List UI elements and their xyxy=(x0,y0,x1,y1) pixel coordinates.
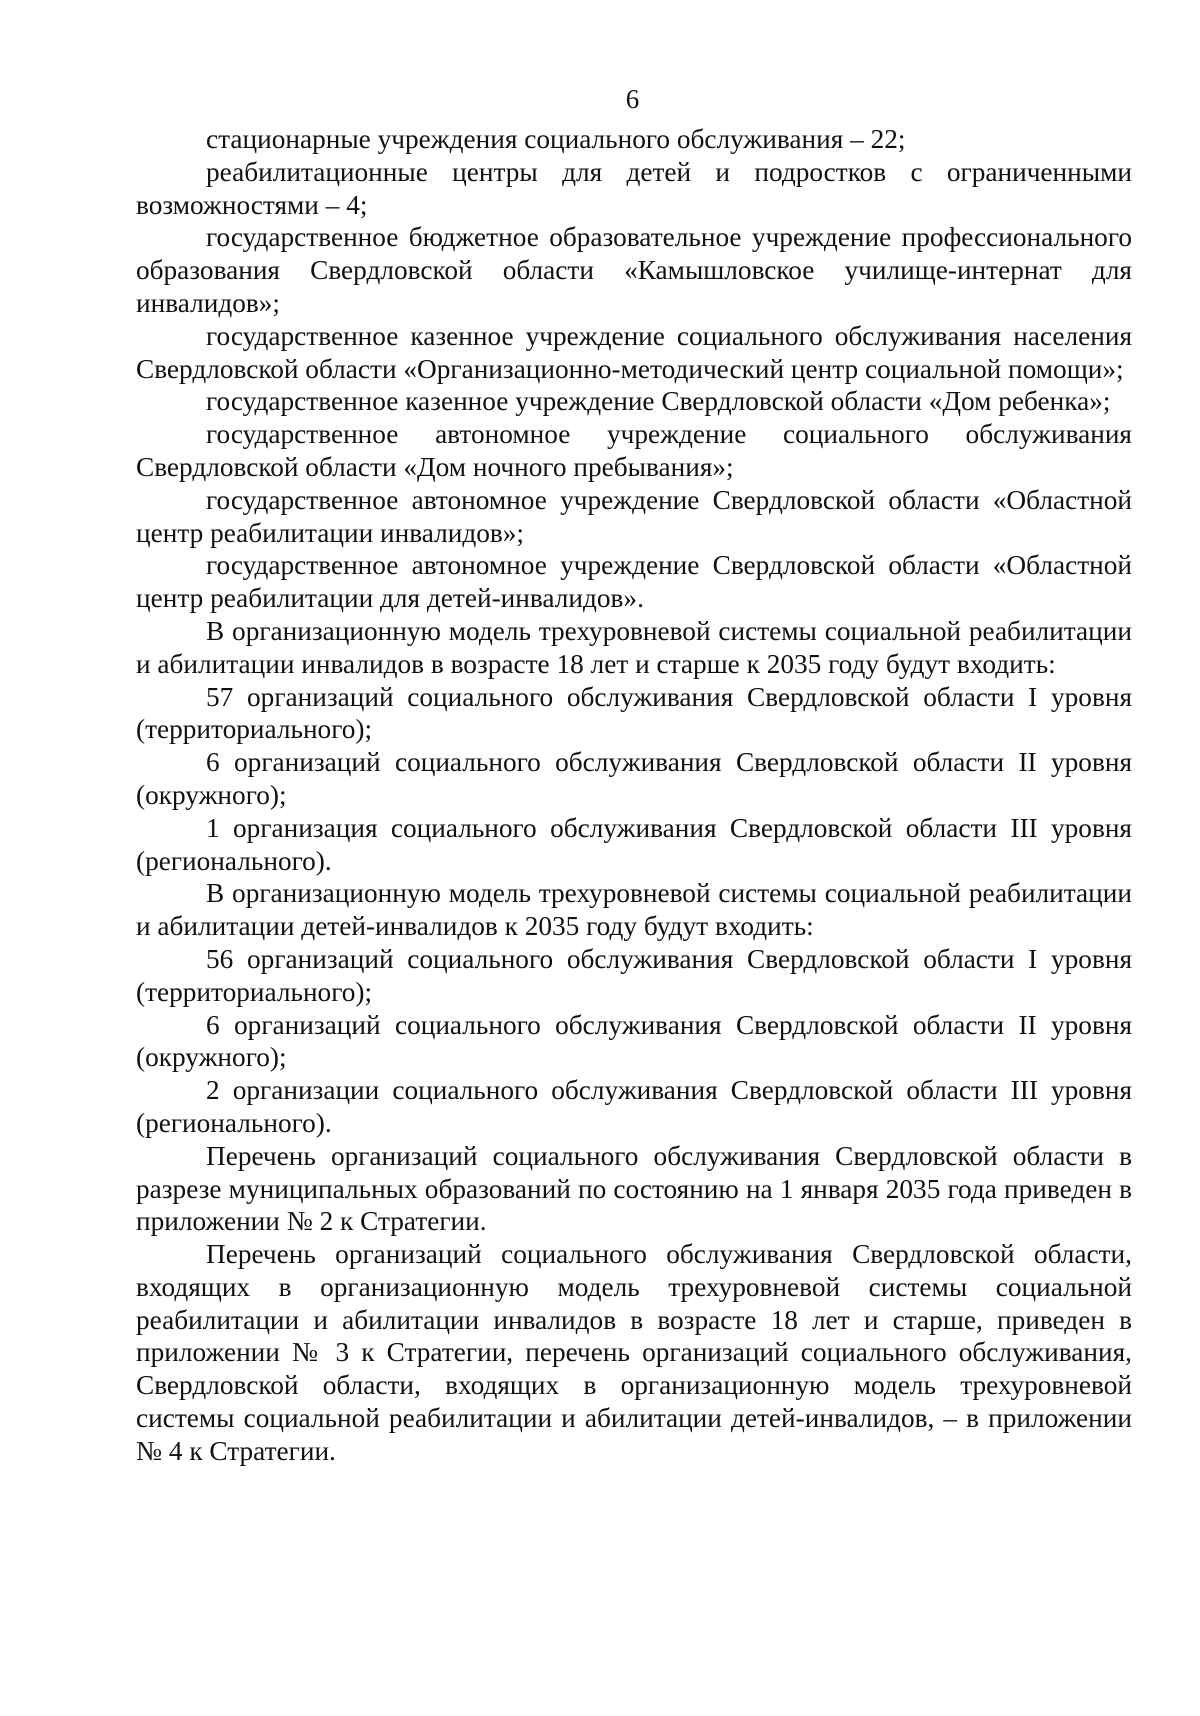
paragraph: 1 организация социального обслуживания Свердловской области III уровня (регионального). xyxy=(136,812,1132,876)
page-number: 6 xyxy=(625,84,640,114)
paragraph: 57 организаций социального обслуживания Свердловской области I уровня (территориального); xyxy=(136,681,1132,745)
paragraph: 2 организации социального обслуживания Свердловской области III уровня (регионального). xyxy=(136,1075,1132,1138)
paragraph: государственное бюджетное образовательное учреждение профессионального образования Свердловской области «Камышловское училище-интернат для инвалидов»; xyxy=(136,222,1132,318)
paragraph: государственное автономное учреждение Свердловской области «Областной центр реабилитации для детей-инвалидов». xyxy=(136,550,1132,614)
paragraph: Перечень организаций социального обслуживания Свердловской области в разрезе муниципальных образований по состоянию на 1 января 2035 года приведен в приложении № 2 к Стратегии. xyxy=(136,1140,1132,1237)
paragraph: реабилитационные центры для детей и подростков с ограниченными возможностями – 4; xyxy=(136,156,1132,220)
paragraph: 56 организаций социального обслуживания Свердловской области I уровня (территориального); xyxy=(136,943,1132,1007)
paragraph: В организационную модель трехуровневой системы социальной реабилитации и абилитации детей-инвалидов к 2035 году будут входить: xyxy=(136,878,1132,942)
paragraph: 6 организаций социального обслуживания Свердловской области II уровня (окружного); xyxy=(136,1009,1132,1073)
paragraph: государственное автономное учреждение социального обслуживания Свердловской области «Дом ночного пребывания»; xyxy=(136,419,1132,482)
document-body xyxy=(136,123,1132,1468)
paragraph: 6 организаций социального обслуживания Свердловской области II уровня (окружного); xyxy=(136,747,1132,810)
paragraph: В организационную модель трехуровневой системы социальной реабилитации и абилитации инвалидов в возрасте 18 лет и старше к 2035 году будут входить: xyxy=(136,615,1132,679)
paragraph: государственное автономное учреждение Свердловской области «Областной центр реабилитации инвалидов»; xyxy=(136,484,1132,548)
paragraph: государственное казенное учреждение социального обслуживания населения Свердловской области «Организационно-методический центр социальной помощи»; xyxy=(136,320,1132,384)
paragraph: Перечень организаций социального обслуживания Свердловской области, входящих в организационную модель трехуровневой системы социальной реабилитации и абилитации инвалидов в возрасте 18 лет и старше, приведен в приложении № 3 к Стратегии, перечень организаций социального обслуживания, Свердловской области, входящих в организационную модель трехуровневой системы социальной реабилитации и абилитации детей-инвалидов, – в приложении № 4 к Стратегии. xyxy=(136,1239,1132,1466)
paragraph: стационарные учреждения социального обслуживания – 22; xyxy=(206,124,906,154)
paragraph: государственное казенное учреждение Свердловской области «Дом ребенка»; xyxy=(206,386,1111,417)
